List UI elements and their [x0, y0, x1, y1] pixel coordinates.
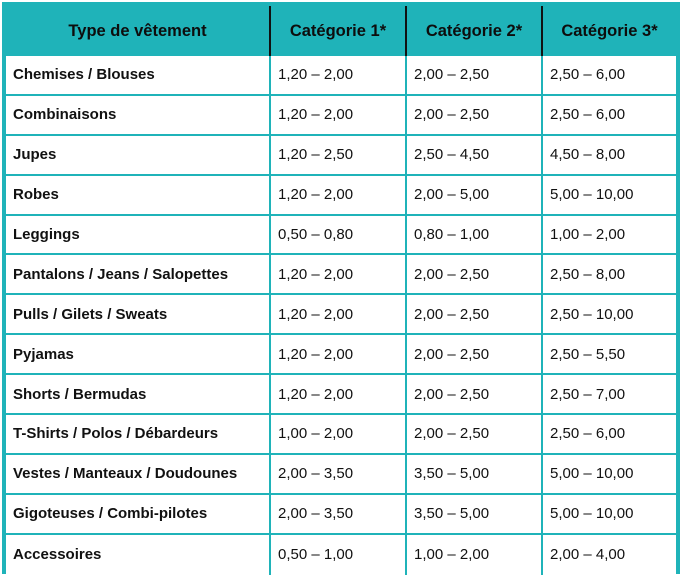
header-category-3: Catégorie 3* [543, 6, 676, 56]
cell-category-2: 2,50 – 4,50 [407, 136, 543, 176]
table-row [6, 495, 676, 535]
cell-category-2: 3,50 – 5,00 [407, 455, 543, 495]
cell-category-3: 2,50 – 5,50 [543, 335, 676, 375]
table-body [6, 56, 676, 575]
cell-category-2: 2,00 – 2,50 [407, 415, 543, 455]
table-row [6, 96, 676, 136]
cell-type: Pyjamas [6, 335, 271, 375]
cell-category-1: 1,20 – 2,00 [271, 375, 407, 415]
cell-type: Combinaisons [6, 96, 271, 136]
cell-category-1: 1,20 – 2,00 [271, 56, 407, 96]
cell-type: Robes [6, 176, 271, 216]
cell-category-1: 0,50 – 0,80 [271, 216, 407, 256]
cell-category-2: 2,00 – 2,50 [407, 335, 543, 375]
cell-category-1: 2,00 – 3,50 [271, 495, 407, 535]
cell-type: Vestes / Manteaux / Doudounes [6, 455, 271, 495]
cell-category-1: 1,20 – 2,00 [271, 335, 407, 375]
cell-category-2: 1,00 – 2,00 [407, 535, 543, 575]
cell-category-3: 2,50 – 10,00 [543, 295, 676, 335]
cell-category-3: 5,00 – 10,00 [543, 495, 676, 535]
cell-category-3: 5,00 – 10,00 [543, 176, 676, 216]
cell-category-1: 1,20 – 2,00 [271, 176, 407, 216]
header-type: Type de vêtement [6, 6, 271, 56]
cell-type: Leggings [6, 216, 271, 256]
cell-category-3: 1,00 – 2,00 [543, 216, 676, 256]
cell-category-2: 2,00 – 2,50 [407, 255, 543, 295]
cell-category-1: 1,00 – 2,00 [271, 415, 407, 455]
cell-category-1: 1,20 – 2,50 [271, 136, 407, 176]
table-header [6, 6, 676, 56]
table-row [6, 455, 676, 495]
cell-category-3: 2,50 – 7,00 [543, 375, 676, 415]
cell-category-3: 2,50 – 6,00 [543, 56, 676, 96]
price-table [6, 6, 676, 575]
cell-category-2: 2,00 – 2,50 [407, 375, 543, 415]
table-row [6, 216, 676, 256]
table-row [6, 295, 676, 335]
cell-category-2: 2,00 – 2,50 [407, 56, 543, 96]
table-row [6, 255, 676, 295]
cell-type: Accessoires [6, 535, 271, 575]
cell-category-3: 2,50 – 6,00 [543, 415, 676, 455]
cell-category-3: 2,50 – 8,00 [543, 255, 676, 295]
cell-type: Pantalons / Jeans / Salopettes [6, 255, 271, 295]
header-category-1: Catégorie 1* [271, 6, 407, 56]
table-row [6, 56, 676, 96]
header-category-2: Catégorie 2* [407, 6, 543, 56]
cell-category-2: 2,00 – 2,50 [407, 295, 543, 335]
cell-type: T-Shirts / Polos / Débardeurs [6, 415, 271, 455]
table-row [6, 535, 676, 575]
cell-category-3: 2,00 – 4,00 [543, 535, 676, 575]
table-row [6, 375, 676, 415]
cell-category-3: 2,50 – 6,00 [543, 96, 676, 136]
cell-category-3: 5,00 – 10,00 [543, 455, 676, 495]
cell-category-2: 2,00 – 2,50 [407, 96, 543, 136]
table-row [6, 335, 676, 375]
cell-category-1: 1,20 – 2,00 [271, 255, 407, 295]
cell-type: Chemises / Blouses [6, 56, 271, 96]
table-row [6, 176, 676, 216]
price-table-frame [2, 2, 680, 574]
cell-category-1: 2,00 – 3,50 [271, 455, 407, 495]
table-row [6, 136, 676, 176]
cell-type: Pulls / Gilets / Sweats [6, 295, 271, 335]
cell-category-1: 0,50 – 1,00 [271, 535, 407, 575]
cell-category-1: 1,20 – 2,00 [271, 295, 407, 335]
header-row [6, 6, 676, 56]
cell-category-2: 0,80 – 1,00 [407, 216, 543, 256]
cell-category-3: 4,50 – 8,00 [543, 136, 676, 176]
table-row [6, 415, 676, 455]
cell-type: Jupes [6, 136, 271, 176]
cell-type: Shorts / Bermudas [6, 375, 271, 415]
cell-category-2: 3,50 – 5,00 [407, 495, 543, 535]
cell-category-2: 2,00 – 5,00 [407, 176, 543, 216]
cell-category-1: 1,20 – 2,00 [271, 96, 407, 136]
cell-type: Gigoteuses / Combi-pilotes [6, 495, 271, 535]
